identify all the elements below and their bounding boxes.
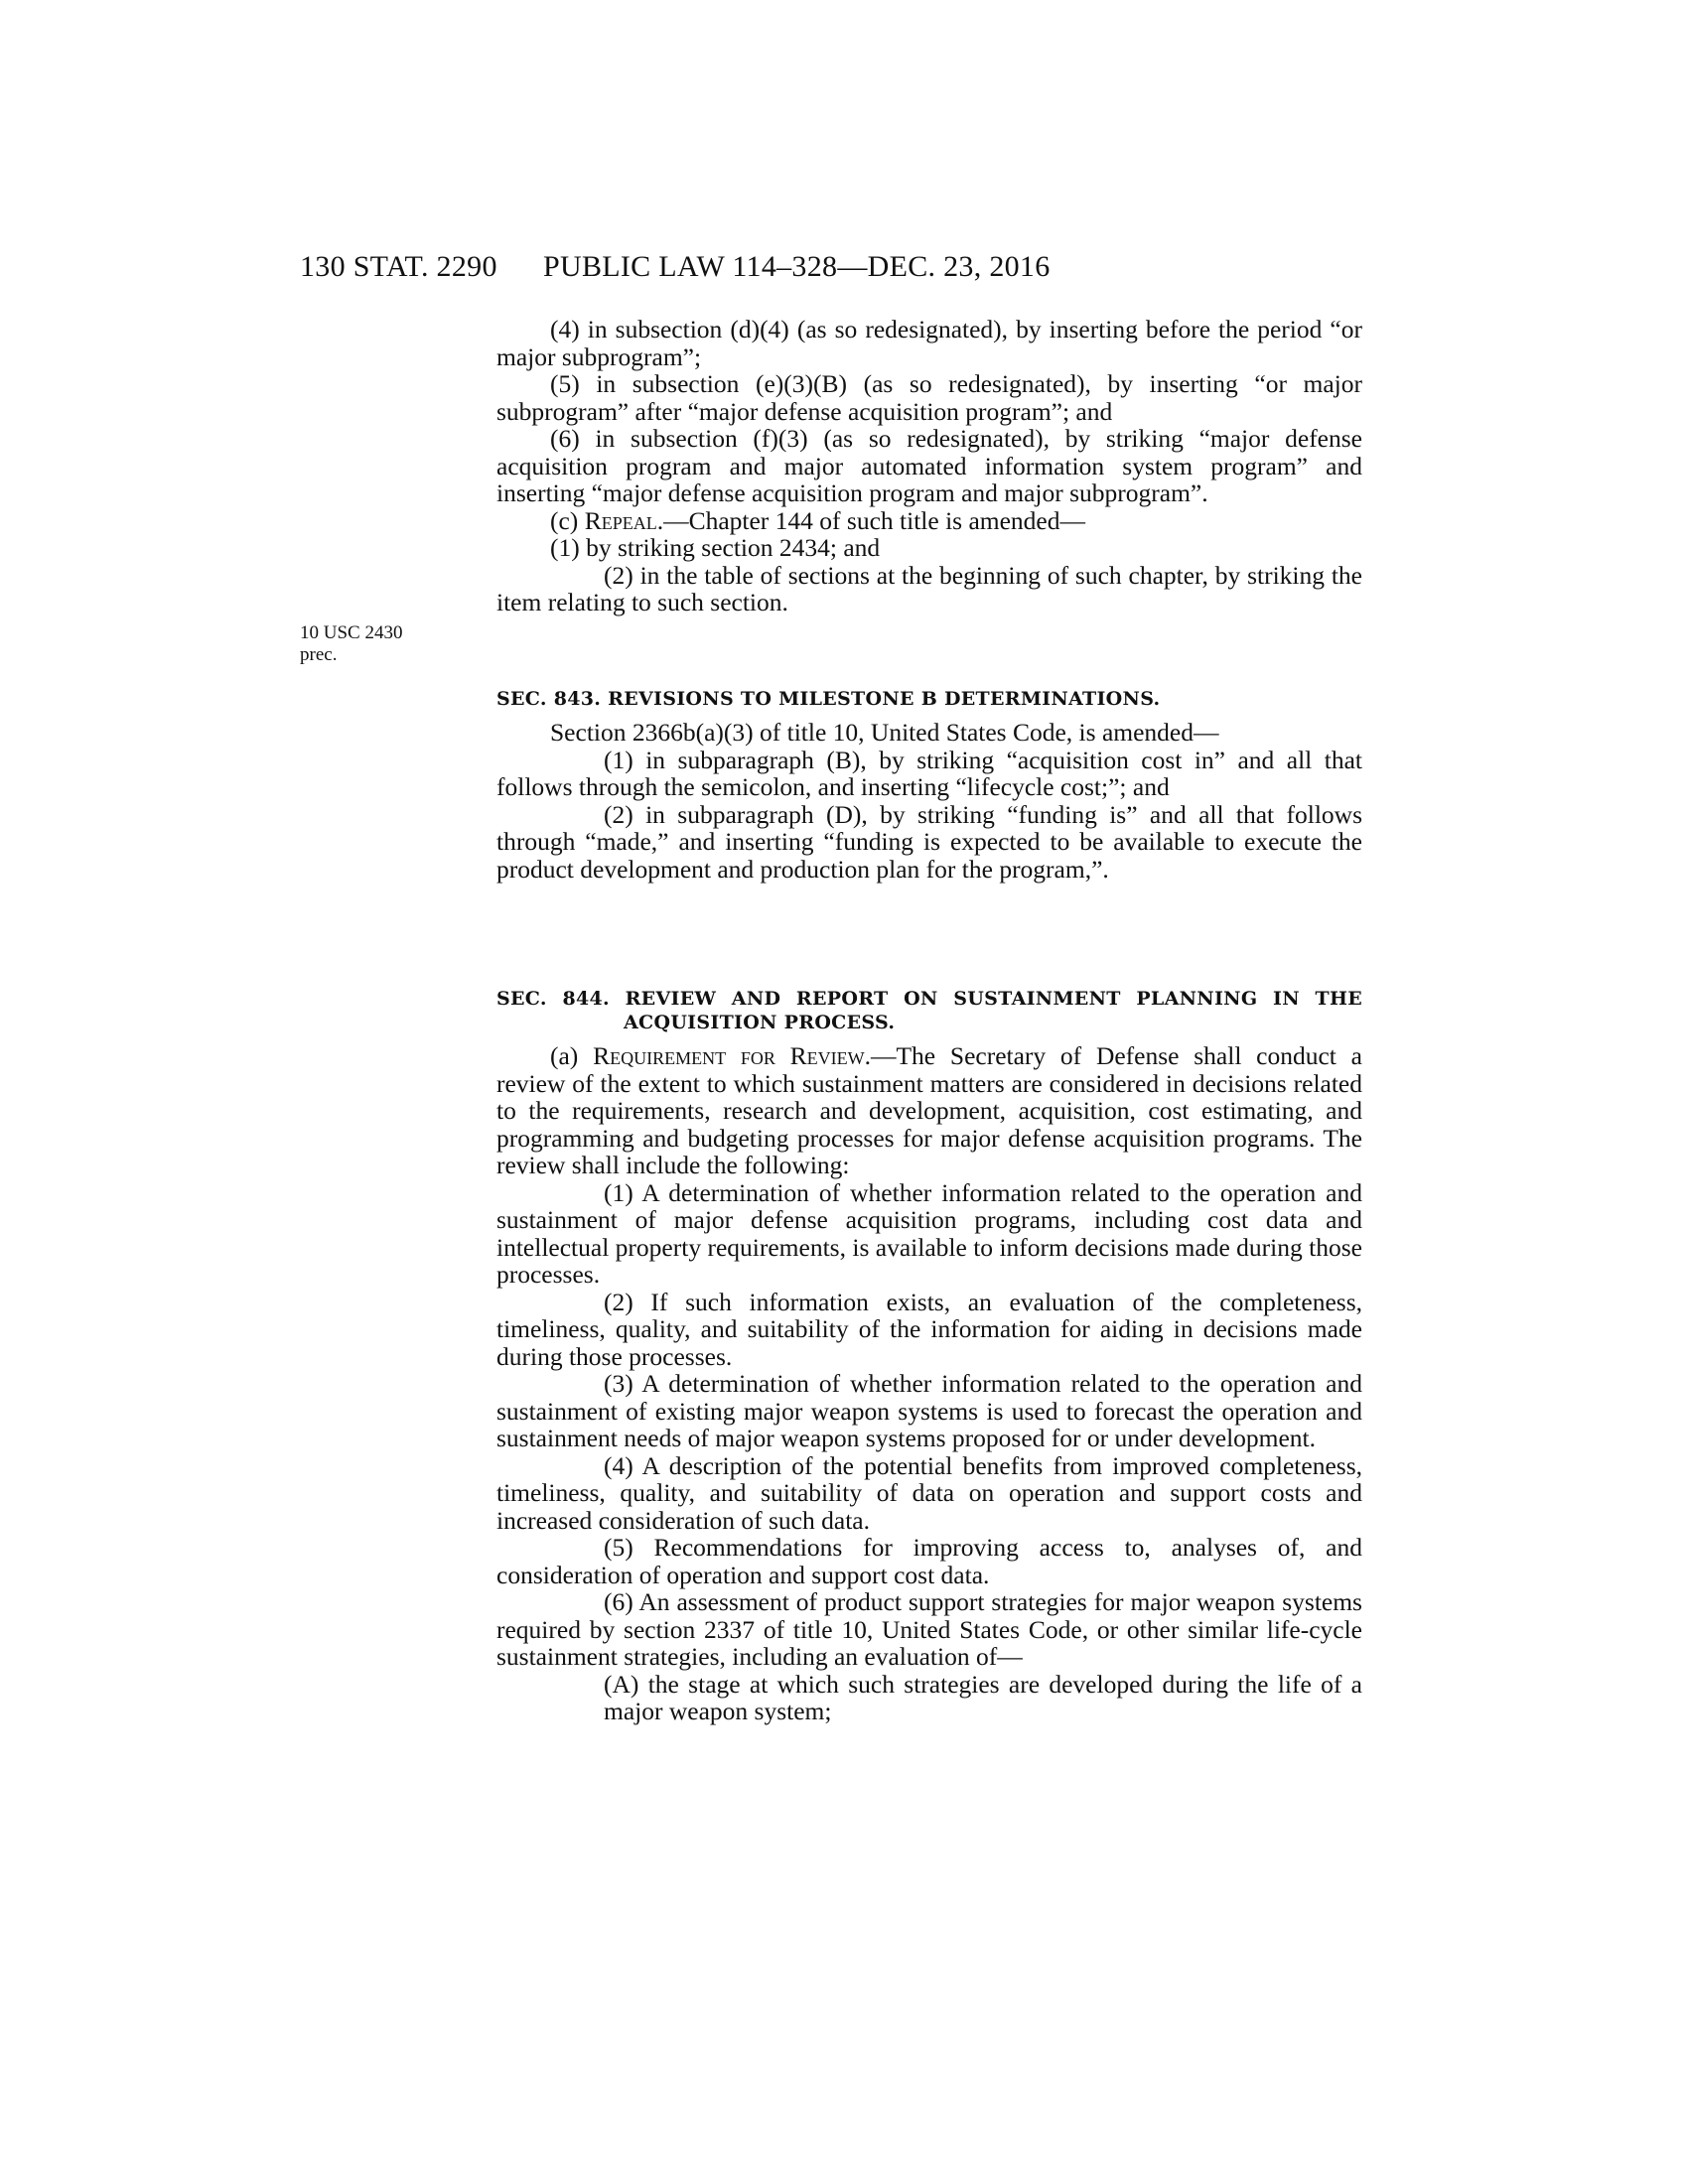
paragraph: (1) A determination of whether information related to the operation and sustainment of major defense acquisition programs, including cost data and intellectual property requirements, is available to inform decisions made during those processes. — [496, 1177, 1362, 1289]
paragraph: (2) If such information exists, an evaluation of the completeness, timeliness, quality, and suitability of the information for aiding in decisions made during those processes. — [496, 1287, 1362, 1371]
continued-amendments-block — [496, 316, 1362, 616]
paragraph: (5) in subsection (e)(3)(B) (as so redesignated), by inserting “or major subprogram” after “major defense acquisition program”; and — [496, 369, 1362, 426]
subsection-heading: Repeal — [584, 505, 657, 535]
paragraph: (4) A description of the potential benefits from improved completeness, timeliness, quality, and suitability of data on operation and support costs and increased consideration of such data. — [496, 1450, 1362, 1535]
section-heading: SEC. 843. REVISIONS TO MILESTONE B DETERMINATIONS. — [496, 688, 1161, 710]
paragraph: (3) A determination of whether information related to the operation and sustainment of existing major weapon systems is used to forecast the operation and sustainment needs of major weapon systems proposed for or under development. — [496, 1369, 1362, 1452]
section-heading: SEC. 844. REVIEW AND REPORT ON SUSTAINMENT PLANNING IN THE ACQUISITION PROCESS. — [496, 988, 1362, 1033]
paragraph: Section 2366b(a)(3) of title 10, United States Code, is amended— — [550, 718, 1219, 747]
paragraph: (6) in subsection (f)(3) (as so redesignated), by striking “major defense acquisition program and major automated information system program” and inserting “major defense acquisition program and major subprogram”. — [496, 424, 1362, 507]
subsection-text: .—The Secretary of Defense shall conduct a review of the extent to which sustainment matters are considered in decisions related to the requirements, research and development, acquisition, cost estimating, and programming and budgeting processes for major defense acquisition programs. The review shall include the following: — [496, 1041, 1362, 1179]
running-header-title: PUBLIC LAW 114–328—DEC. 23, 2016 — [543, 250, 1051, 283]
paragraph: (6) An assessment of product support strategies for major weapon systems required by section 2337 of title 10, United States Code, or other similar life-cycle sustainment strategies, including an evaluation of— — [496, 1587, 1362, 1671]
subsection-c — [496, 507, 1362, 535]
section-844 — [496, 987, 1362, 1725]
section-843 — [496, 687, 1362, 883]
paragraph: (1) in subparagraph (B), by striking “acquisition cost in” and all that follows through the semicolon, and inserting “lifecycle cost;”; and — [496, 745, 1362, 801]
subsection-text: .—Chapter 144 of such title is amended— — [656, 505, 1085, 535]
subsection-heading: Requirement for Review — [593, 1041, 865, 1070]
paragraph: (2) in subparagraph (D), by striking “funding is” and all that follows through “made,” and inserting “funding is expected to be available to execute the product development and production plan for the program,”. — [496, 799, 1362, 884]
margin-citation-line: prec. — [300, 644, 338, 665]
paragraph: (1) by striking section 2434; and — [550, 533, 881, 562]
subsection-label: (c) — [550, 505, 585, 535]
margin-citation — [300, 622, 402, 666]
paragraph: (5) Recommendations for improving access to, analyses of, and consideration of operation and support cost data. — [496, 1533, 1362, 1589]
paragraph: (2) in the table of sections at the beginning of such chapter, by striking the item relating to such section. — [496, 560, 1362, 616]
margin-citation-line: 10 USC 2430 — [300, 622, 403, 643]
subsection-a — [496, 1042, 1362, 1179]
paragraph: (4) in subsection (d)(4) (as so redesignated), by inserting before the period “or major subprogram”; — [496, 315, 1362, 371]
subsection-label: (a) — [550, 1041, 594, 1070]
page-number-header: 130 STAT. 2290 — [300, 250, 497, 283]
subparagraph: (A) the stage at which such strategies are developed during the life of a major weapon system; — [604, 1669, 1362, 1725]
